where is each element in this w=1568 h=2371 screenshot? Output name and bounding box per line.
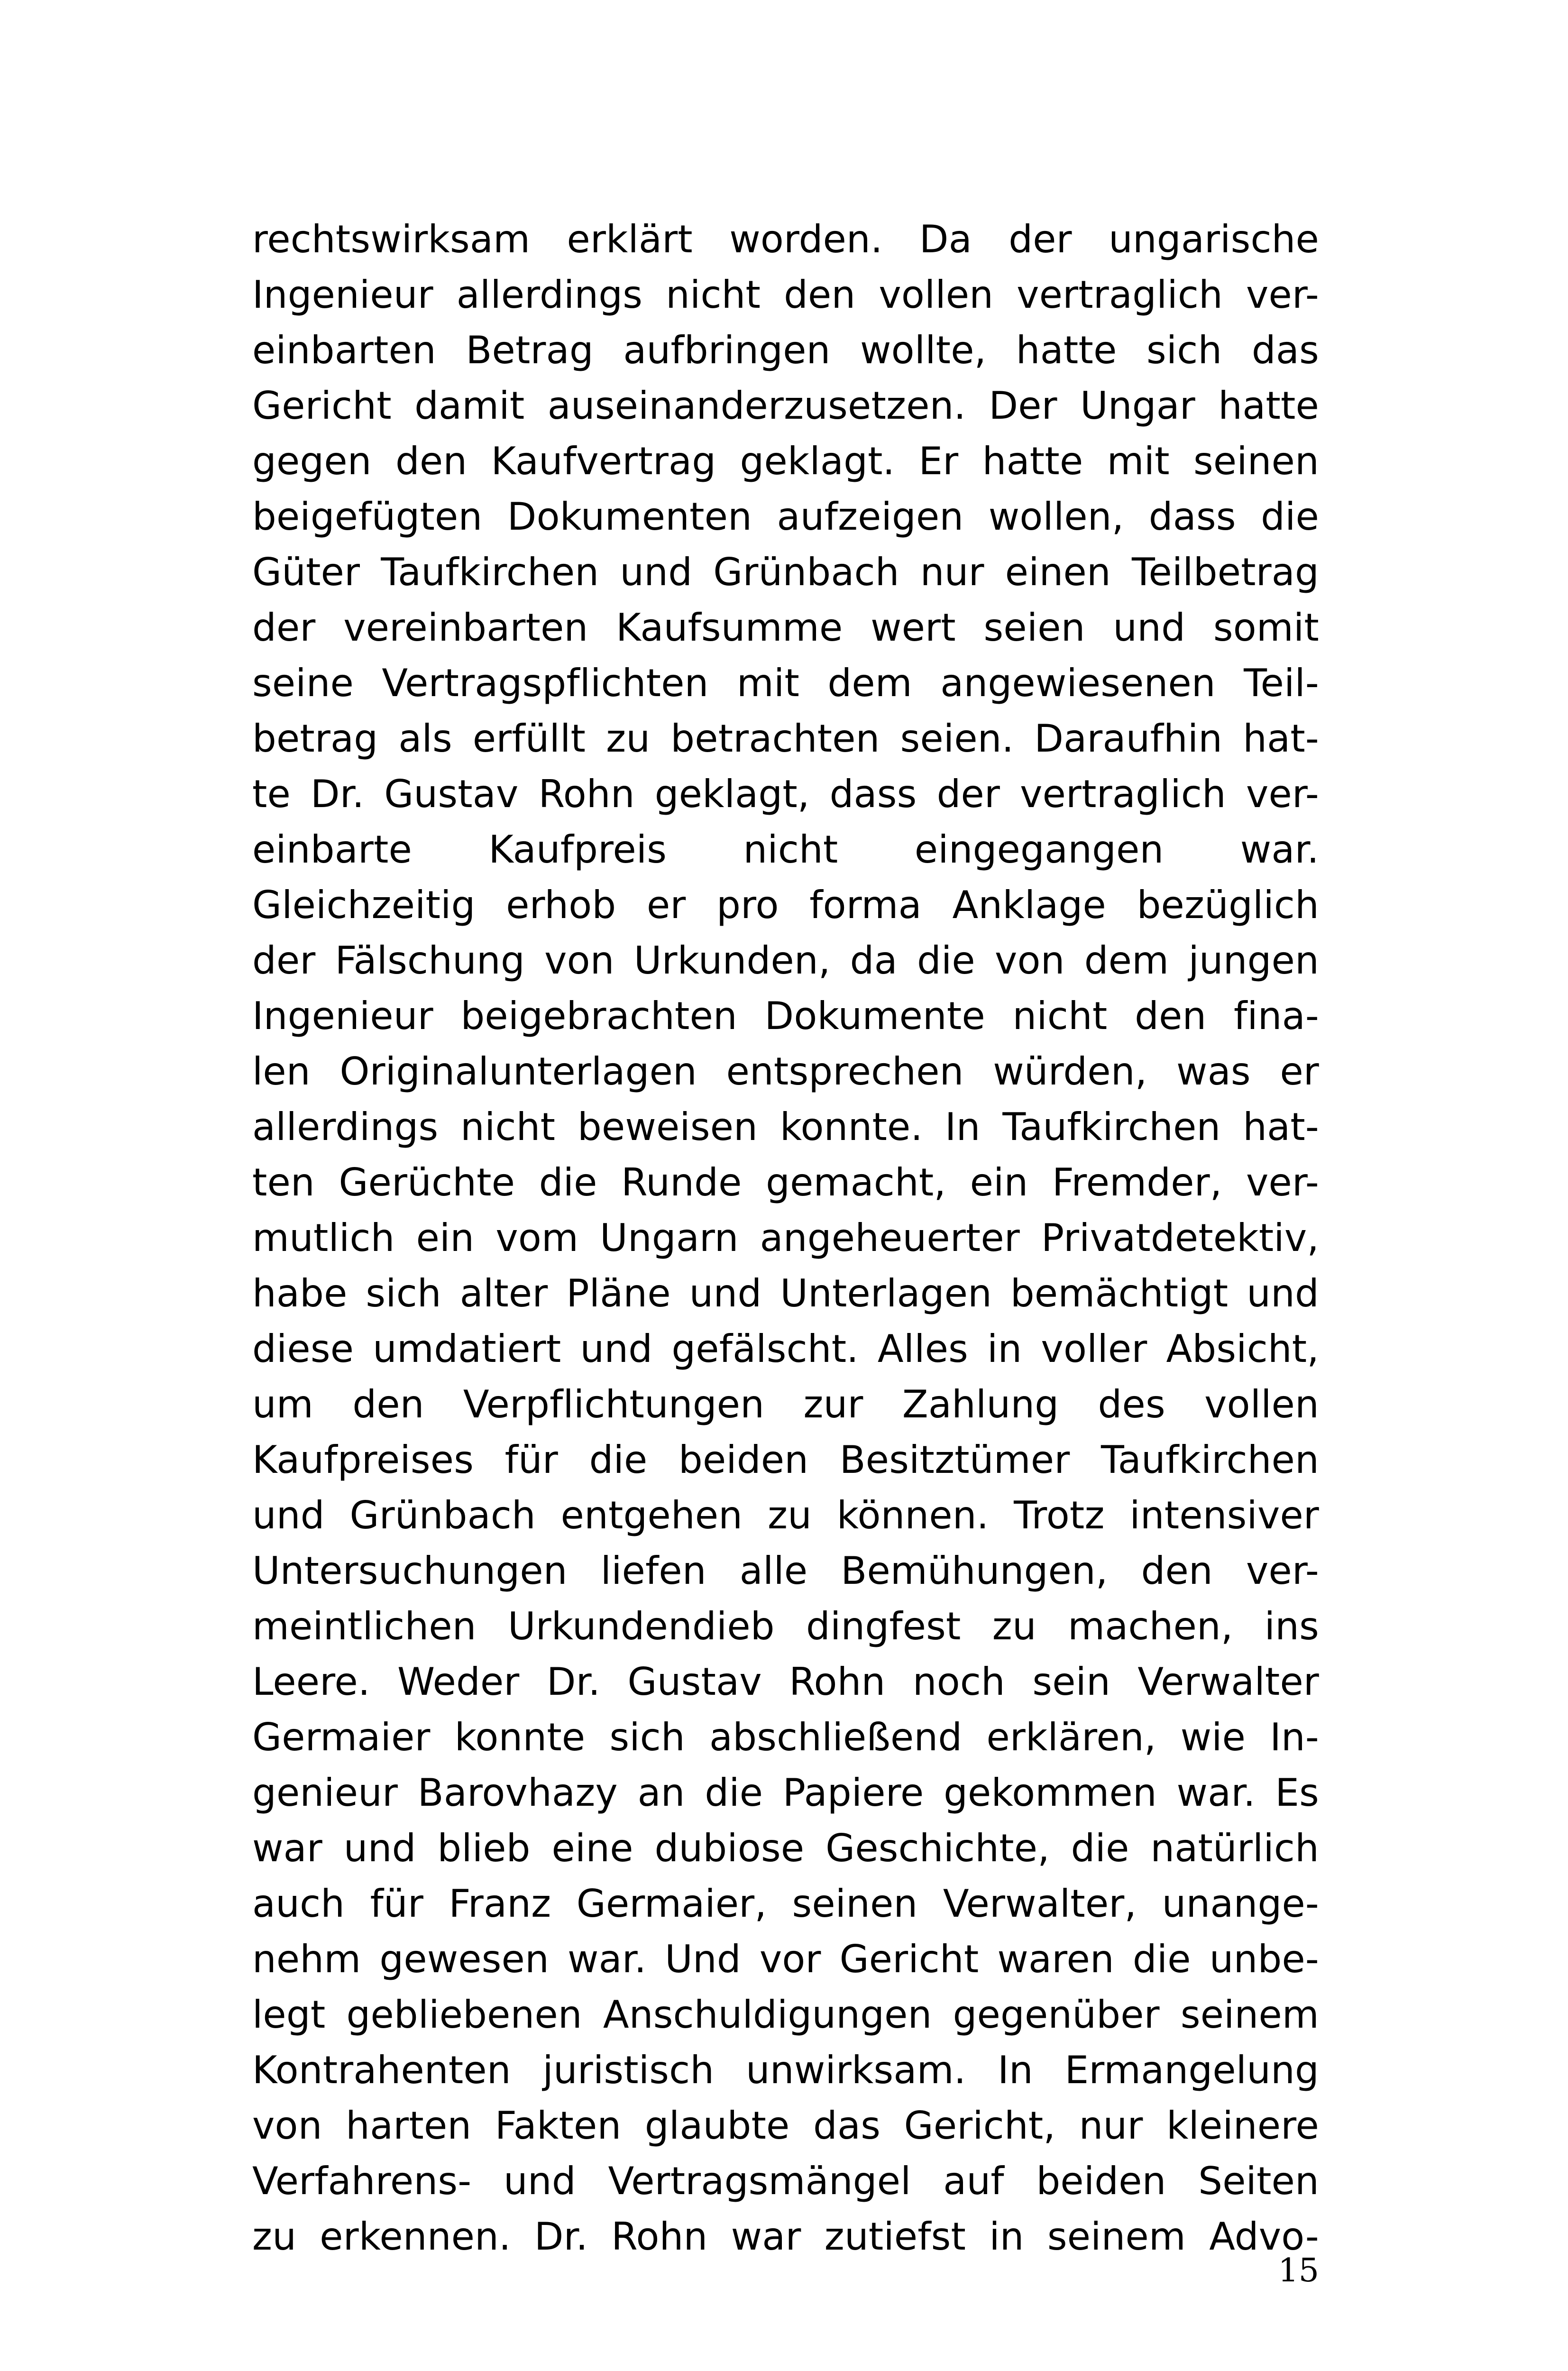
text-line: rechtswirksam erklärt worden. Da der ungarische — [252, 217, 1319, 261]
text-line: beigefügten Dokumenten aufzeigen wollen, dass die — [252, 495, 1319, 539]
text-line: meintlichen Urkundendieb dingfest zu machen, ins — [252, 1604, 1319, 1648]
text-line: auch für Franz Germaier, seinen Verwalter, unange- — [252, 1882, 1319, 1926]
text-line: Untersuchungen liefen alle Bemühungen, den ver- — [252, 1549, 1319, 1593]
text-line: Ingenieur allerdings nicht den vollen vertraglich ver- — [252, 273, 1319, 317]
text-line: gegen den Kaufvertrag geklagt. Er hatte mit seinen — [252, 439, 1319, 483]
text-line: der vereinbarten Kaufsumme wert seien und somit — [252, 606, 1319, 650]
text-line: diese umdatiert und gefälscht. Alles in voller Absicht, — [252, 1327, 1319, 1371]
text-line: len Originalunterlagen entsprechen würden, was er — [252, 1049, 1319, 1094]
text-line: habe sich alter Pläne und Unterlagen bemächtigt und — [252, 1271, 1319, 1315]
text-line: um den Verpflichtungen zur Zahlung des vollen — [252, 1382, 1319, 1426]
text-line: mutlich ein vom Ungarn angeheuerter Privatdetektiv, — [252, 1216, 1319, 1260]
text-line: von harten Fakten glaubte das Gericht, nur kleinere — [252, 2104, 1319, 2148]
page-number: 15 — [1278, 2252, 1319, 2289]
text-line: Gericht damit auseinanderzusetzen. Der Ungar hatte — [252, 384, 1319, 428]
text-line: einbarte Kaufpreis nicht eingegangen war. — [252, 827, 1319, 872]
text-line: einbarten Betrag aufbringen wollte, hatte sich das — [252, 328, 1319, 372]
body-text — [252, 211, 1319, 2264]
text-line: te Dr. Gustav Rohn geklagt, dass der vertraglich ver- — [252, 772, 1319, 816]
text-line: allerdings nicht beweisen konnte. In Taufkirchen hat- — [252, 1105, 1319, 1149]
text-line: Kaufpreises für die beiden Besitztümer Taufkirchen — [252, 1438, 1319, 1482]
text-line: zu erkennen. Dr. Rohn war zutiefst in seinem Advo- — [252, 2215, 1319, 2259]
text-line: Leere. Weder Dr. Gustav Rohn noch sein Verwalter — [252, 1660, 1319, 1704]
text-line: Verfahrens- und Vertragsmängel auf beiden Seiten — [252, 2159, 1319, 2203]
text-line: betrag als erfüllt zu betrachten seien. Daraufhin hat- — [252, 717, 1319, 761]
text-line: ten Gerüchte die Runde gemacht, ein Fremder, ver- — [252, 1160, 1319, 1204]
text-line: legt gebliebenen Anschuldigungen gegenüber seinem — [252, 1993, 1319, 2037]
text-line: Güter Taufkirchen und Grünbach nur einen Teilbetrag — [252, 550, 1319, 594]
text-line: nehm gewesen war. Und vor Gericht waren die unbe- — [252, 1937, 1319, 1981]
text-line: genieur Barovhazy an die Papiere gekommen war. Es — [252, 1771, 1319, 1815]
text-line: Ingenieur beigebrachten Dokumente nicht den fina- — [252, 994, 1319, 1038]
text-line: seine Vertragspflichten mit dem angewiesenen Teil- — [252, 661, 1319, 705]
text-line: Kontrahenten juristisch unwirksam. In Ermangelung — [252, 2048, 1319, 2092]
text-line: war und blieb eine dubiose Geschichte, die natürlich — [252, 1826, 1319, 1870]
text-line: der Fälschung von Urkunden, da die von dem jungen — [252, 938, 1319, 983]
text-line: Germaier konnte sich abschließend erklären, wie In- — [252, 1715, 1319, 1759]
text-line: und Grünbach entgehen zu können. Trotz intensiver — [252, 1493, 1319, 1537]
text-line: Gleichzeitig erhob er pro forma Anklage bezüglich — [252, 883, 1319, 927]
